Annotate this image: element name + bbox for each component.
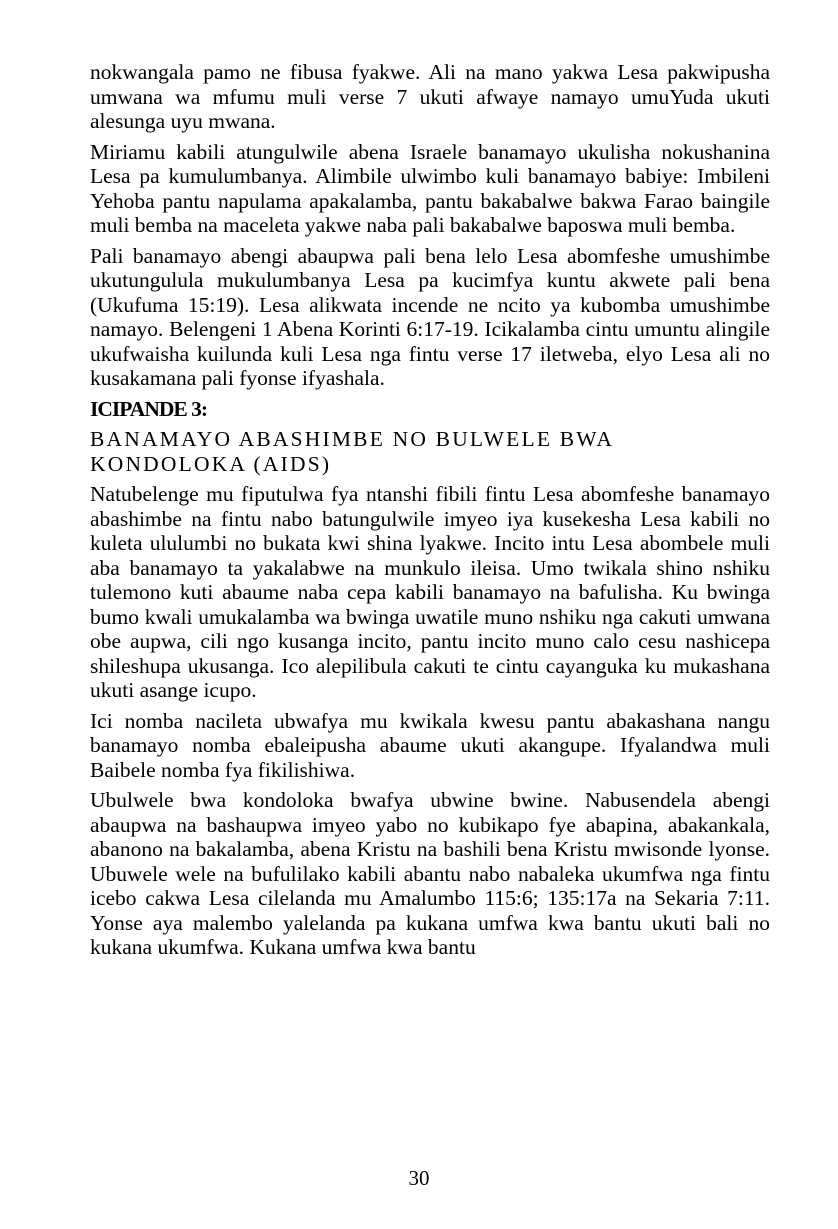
section-paragraph-3: Ubulwele bwa kondoloka bwafya ubwine bwine. Nabusendela abengi abaupwa na bashaupwa imyeo yabo no kubikapo fye abapina, abakankala, abanono na bakalamba, abena Kristu na bashili bena Kristu mwisonde lyonse. Ubuwele wele na bufulilako kabili abantu nabo nabaleka ukumfwa nga fintu icebo cakwa Lesa cilelanda mu Amalumbo 115:6; 135:17a na Sekaria 7:11. Yonse aya malembo yalelanda pa kukana umfwa kwa bantu ukuti bali no kukana ukumfwa. Kukana umfwa kwa bantu <box>90 788 770 959</box>
paragraph-1: nokwangala pamo ne fibusa fyakwe. Ali na mano yakwa Lesa pakwipusha umwana wa mfumu muli verse 7 ukuti afwaye namayo umuYuda ukuti alesunga uyu mwana. <box>90 60 770 133</box>
section-paragraph-2: Ici nomba nacileta ubwafya mu kwikala kwesu pantu abakashana nangu banamayo nomba ebaleipusha abaume ukuti akangupe. Ifyalandwa muli Baibele nomba fya fikilishiwa. <box>90 708 770 782</box>
section-heading: ICIPANDE 3: <box>90 396 208 421</box>
section-paragraph-1: Natubelenge mu fiputulwa fya ntanshi fibili fintu Lesa abomfeshe banamayo abashimbe na fintu nabo batungulwile imyeo iya kusekesha Lesa kabili no kuleta ululumbi no bukata kwi shina lyakwe. Incito intu Lesa abombele muli aba banamayo ta yakalabwe na munkulo ileisa. Umo twikala shino nshiku tulemono kuti abaume naba cepa kabili banamayo na bafulisha. Ku bwinga bumo kwali umukalamba wa bwinga uwatile muno nshiku nga cakuti umwana obe aupwa, cili ngo kusanga incito, pantu incito muno calo cesu nashicepa shileshupa ukusanga. Ico alepilibula cakuti te cintu cayanguka ku mukashana ukuti asange icupo. <box>90 482 770 702</box>
section-title: BANAMAYO ABASHIMBE NO BULWELE BWA KONDOLOKA (AIDS) <box>90 427 613 476</box>
paragraph-2: Miriamu kabili atungulwile abena Israele banamayo ukulisha nokushanina Lesa pa kumulumbanya. Alimbile ulwimbo kuli banamayo babiye: Imbileni Yehoba pantu napulama apakalamba, pantu bakabalwe bakwa Farao baingile muli bemba na maceleta yakwe naba pali bakabalwe baposwa muli bemba. <box>90 139 770 237</box>
document-page <box>90 60 770 966</box>
page-number: 30 <box>408 1166 430 1190</box>
paragraph-3: Pali banamayo abengi abaupwa pali bena lelo Lesa abomfeshe umushimbe ukutungulula mukulumbanya Lesa pa kucimfya kuntu akwete pali bena (Ukufuma 15:19). Lesa alikwata incende ne ncito ya kubomba umushimbe namayo. Belengeni 1 Abena Korinti 6:17-19. Icikalamba cintu umuntu alingile ukufwaisha kuilunda kuli Lesa nga fintu verse 17 iletweba, elyo Lesa ali no kusakamana pali fyonse ifyashala. <box>90 243 770 390</box>
